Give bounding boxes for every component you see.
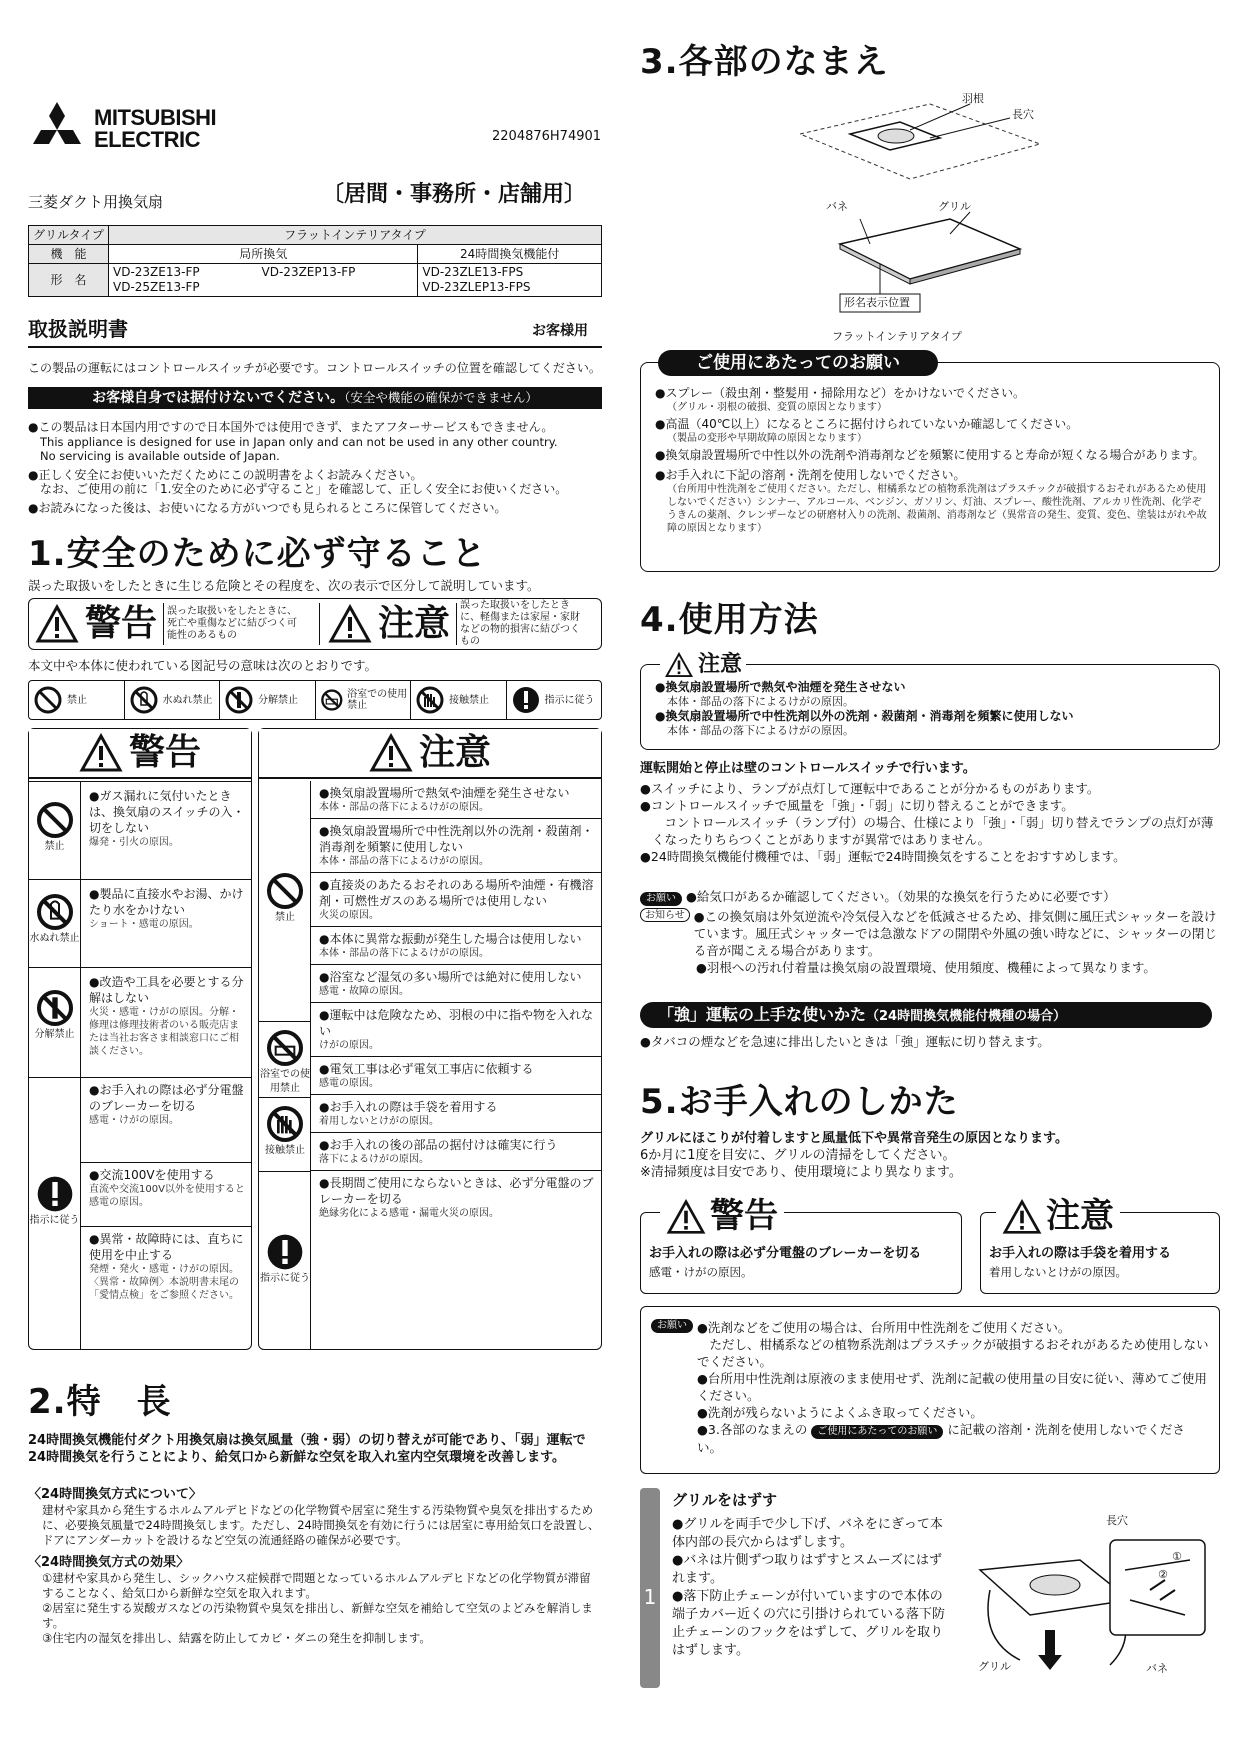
strong-mode-bar: 「強」運転の上手な使いかた（24時間換気機能付機種の場合）	[640, 1002, 1212, 1028]
warning-row-group: 指示に従う ●お手入れの際は必ず分電盤のブレーカーを切る 感電・けがの原因。 ●交流100Vを使用する 直流や交流100V以外を使用すると感電の原因。 ●異常・故障時には、直ちに使用を中止する 発煙・発火・感電・けがの原因。〈異常・故障例〉本説明書末尾の「愛情点検」をご参照ください。	[29, 1077, 251, 1349]
request-item: ●スプレー（殺虫剤・整髪用・掃除用など）をかけないでください。	[655, 386, 1025, 400]
intro-text: この製品の運転にはコントロールスイッチが必要です。コントロールスイッチの位置を確認してください。	[28, 361, 601, 375]
section-2-sub2: 〈24時間換気方式の効果〉	[28, 1555, 190, 1570]
usage-item: ●スイッチにより、ランプが点灯して運転中であることが分かるものがあります。	[640, 781, 1100, 796]
prohibit-icon	[33, 685, 63, 715]
caution-triangle-icon	[328, 604, 372, 644]
fig-label-step1: ①	[1172, 1550, 1182, 1563]
notes-list	[28, 420, 602, 515]
section-2-sub1: 〈24時間換気方式について〉	[28, 1487, 202, 1502]
sec4-caution-label: 注意	[660, 650, 746, 680]
warning-panel-head: 警告	[29, 729, 251, 779]
manual-title: 取扱説明書	[28, 317, 128, 341]
caution-row: ●長期間ご使用にならないときは、必ず分電盤のブレーカーを切る 絶縁劣化による感電・漏電火災の原因。	[311, 1170, 601, 1224]
step-item: ●バネは片側ずつ取りはずすとスムーズにはずれます。	[672, 1553, 943, 1586]
caution-row: ●お手入れの後の部品の据付けは確実に行う 落下によるけがの原因。	[311, 1132, 601, 1170]
caution-row: ●換気扇設置場所で中性洗剤以外の洗剤・殺菌剤・消毒剤を頻繁に使用しない 本体・部品の落下によるけがの原因。	[311, 818, 601, 872]
request-item: ●換気扇設置場所で中性以外の洗剤や消毒剤などを頻繁に使用すると寿命が短くなる場合があります。	[655, 448, 1205, 462]
no-water-icon	[35, 892, 75, 932]
spec-table	[28, 225, 602, 297]
note-item: ●この製品は日本国内用ですので日本国外では使用できず、またアフターサービスもできません。	[28, 420, 554, 434]
sec4-caution-box: ●換気扇設置場所で熱気や油煙を発生させない 本体・部品の落下によるけがの原因。 ●換気扇設置場所で中性洗剤以外の洗剤・殺菌剤・消毒剤を頻繁に使用しない 本体・部品の落下によるけがの原因。	[640, 664, 1220, 750]
warning-panel	[28, 728, 252, 1350]
prohibit-icon	[265, 871, 305, 911]
caution-row: ●運転中は危険なため、羽根の中に指や物を入れない けがの原因。	[311, 1002, 601, 1056]
request-badge: お願い	[640, 892, 682, 906]
section-1-title: 1.安全のために必ず守ること	[28, 534, 487, 574]
usage-requests-title: ご使用にあたってのお願い	[658, 350, 938, 376]
section-2-lead: 24時間換気機能付ダクト用換気扇は換気風量（強・弱）の切り替えが可能であり、「弱」運転で24時間換気を行うことにより、給気口から新鮮な空気を取入れ室内空気環境を改善します。	[28, 1433, 586, 1465]
caution-row: ●本体に異常な振動が発生した場合は使用しない 本体・部品の落下によるけがの原因。	[311, 926, 601, 964]
label-model-position: 形名表示位置	[844, 296, 910, 309]
grille-type-value: フラットインテリアタイプ	[109, 226, 602, 245]
document-number: 2204876H74901	[492, 129, 602, 144]
no-disassembly-icon	[35, 988, 75, 1028]
brand-logo	[28, 100, 216, 158]
sec5-warning-label: 警告	[660, 1194, 784, 1240]
usage-item: ●24時間換気機能付機種では、「弱」運転で24時間換気をすることをおすすめします。	[640, 849, 1126, 864]
no-touch-icon	[415, 685, 445, 715]
brand-name: MITSUBISHI ELECTRIC	[94, 105, 217, 152]
no-disassembly-icon	[224, 685, 254, 715]
function-local: 局所換気	[109, 245, 418, 264]
strong-mode-text: ●タバコの煙などを急速に排出したいときは「強」運転に切り替えます。	[640, 1034, 1050, 1049]
note-item: This appliance is designed for use in Japan only and can not be used in any other country.	[40, 434, 558, 449]
caution-panel-head: 注意	[259, 729, 601, 779]
instruction-icon	[35, 1174, 75, 1214]
note-item: ●正しく安全にお使いいただくためにこの説明書をよくお読みください。	[28, 467, 423, 482]
no-bathroom-icon	[320, 685, 344, 715]
prohibit-icon-cell: 禁止	[29, 782, 81, 879]
symbol-no-touch: 接触禁止	[411, 681, 507, 719]
symbol-intro: 本文中や本体に使われている図記号の意味は次のとおりです。	[28, 658, 378, 673]
request-item: ●高温（40℃以上）になるところに据付けられていないか確認してください。	[655, 417, 1079, 431]
sec5-caution-label: 注意	[996, 1194, 1120, 1240]
no-water-icon	[129, 685, 159, 715]
model-local-b: VD-23ZEP13-FP	[258, 264, 418, 297]
sec5-caution-box: お手入れの際は手袋を着用する 着用しないとけがの原因。	[980, 1212, 1220, 1294]
note-item: なお、ご使用の前に「1.安全のために必ず守ること」を確認して、正しく安全にお使いください。	[40, 482, 568, 496]
warning-row: 禁止 ●ガス漏れに気付いたときは、換気扇のスイッチの入・切をしない 爆発・引火の原因。	[29, 781, 251, 879]
effect-item: ③住宅内の湿気を排出し、結露を防止してカビ・ダニの発生を抑制します。	[42, 1631, 431, 1645]
instruction-icon	[265, 1232, 305, 1272]
caution-signal: 注意 誤った取扱いをしたときに、軽傷または家屋・家財などの物的損害に結びつくもの	[319, 603, 586, 645]
warning-triangle-icon	[35, 604, 79, 644]
parts-diagram	[780, 94, 1050, 344]
caution-row: ●お手入れの際は手袋を着用する 着用しないとけがの原因。	[311, 1094, 601, 1132]
symbol-prohibit: 禁止	[29, 681, 125, 719]
signal-word-box	[28, 598, 602, 650]
section-3-title: 3.各部のなまえ	[640, 42, 889, 82]
label-spring: バネ	[826, 200, 848, 213]
label-blade: 羽根	[962, 92, 984, 105]
model-label: 形 名	[29, 264, 109, 297]
model-local-c: VD-25ZE13-FP	[113, 280, 200, 295]
symbol-no-bathroom: 浴室での使用禁止	[316, 681, 412, 719]
step-title: グリルをはずす	[672, 1491, 778, 1509]
caution-row: ●浴室など湿気の多い場所では絶対に使用しない 感電・故障の原因。	[311, 964, 601, 1002]
customer-label: お客様用	[532, 323, 588, 339]
step-item: ●グリルを両手で少し下げ、バネをにぎって本体内部の長穴からはずします。	[672, 1517, 943, 1550]
divider	[28, 346, 602, 348]
instruction-icon	[511, 685, 541, 715]
caution-item: ●換気扇設置場所で中性洗剤以外の洗剤・殺菌剤・消毒剤を頻繁に使用しない	[655, 709, 1074, 723]
note-item: ●お読みになった後は、お使いになる方がいつでも見られるところに保管してください。	[28, 500, 507, 515]
warning-row: 水ぬれ禁止 ●製品に直接水やお湯、かけたり水をかけない ショート・感電の原因。	[29, 879, 251, 967]
step-items	[672, 1516, 952, 1660]
caution-row: ●換気扇設置場所で熱気や油煙を発生させない 本体・部品の落下によるけがの原因。	[319, 786, 570, 813]
fig-label-spring: バネ	[1146, 1662, 1168, 1675]
function-24h: 24時間換気機能付	[418, 245, 602, 264]
symbol-follow-instructions: 指示に従う	[507, 681, 602, 719]
usage-category: 〔居間・事務所・店舗用〕	[322, 182, 587, 207]
sec4-notices: お願い ●給気口があるか確認してください。（効果的な換気を行うために必要です） お知らせ ●この換気扇は外気逆流や冷気侵入などを低減させるため、排気側に風圧式シャッターを設けています。風圧式シャッターでは急激なドアの開閉や外風の強い時などに、シャッターの閉じる音が聞こえる場合があります。 ●羽根への汚れ付着量は換気扇の設置環境、使用頻度、機種によって異なります。	[640, 888, 1220, 976]
model-24h-b: VD-23ZLEP13-FPS	[422, 280, 531, 295]
section-2-sub1-text: 建材や家具から発生するホルムアルデヒドなどの化学物質や居室に発生する汚染物質や臭気を排出するために、必要換気風量で24時間換気します。ただし、24時間換気を有効に行うには居室に専用給気口を設置し、ドアにアンダーカットを設けるなど空気の流通経路の確保が必要です。	[42, 1503, 600, 1547]
no-install-bar: お客様自身では据付けないでください。（安全や機能の確保ができません）	[28, 387, 602, 409]
warning-triangle-icon	[666, 1199, 706, 1235]
caution-triangle-icon	[664, 652, 694, 678]
request-item: ●お手入れに下記の溶剤・洗剤を使用しないでください。	[655, 468, 966, 482]
step-tab: 1	[640, 1488, 660, 1688]
label-slot: 長穴	[1012, 108, 1034, 121]
effect-item: ②居室に発生する炭酸ガスなどの汚染物質や臭気を排出し、新鮮な空気を補給して空気のよどみを解消します。	[42, 1601, 593, 1630]
prohibit-icon	[35, 800, 75, 840]
sec5-warning-box: お手入れの際は必ず分電盤のブレーカーを切る 感電・けがの原因。	[640, 1212, 962, 1294]
label-grille-type: フラットインテリアタイプ	[832, 330, 962, 343]
caution-rows	[311, 781, 601, 1224]
model-local-a: VD-23ZE13-FP	[113, 265, 200, 280]
step-item: ●落下防止チェーンが付いていますので本体の端子カバー近くの穴に引掛けられている落下防止チェーンのフックをはずして、グリルを取りはずします。	[672, 1589, 946, 1658]
section-1-subtitle: 誤った取扱いをしたときに生じる危険とその程度を、次の表示で区分して説明しています。	[28, 578, 540, 593]
usage-requests-box: ●スプレー（殺虫剤・整髪用・掃除用など）をかけないでください。 （グリル・羽根の破損、変質の原因となります） ●高温（40℃以上）になるところに据付けられていないか確認してください。 （製品の変形や早期故障の原因となります） ●換気扇設置場所で中性以外の洗剤や消毒剤などを頻繁に使用すると寿命が短くなる場合があります。 ●お手入れに下記の溶剤・洗剤を使用しないでください。 （台所用中性洗剤をご使用ください。ただし、柑橘系などの植物系洗剤はプラスチックが破損するおそれがあるため使用しないでください）シンナー、アルコール、ベンジン、ガソリン、灯油、スプレー、酸性洗剤、アルカリ性洗剤、化学ぞうきんの薬剤、クレンザーなどの研磨材入りの洗剤、殺菌剤、消毒剤など（異常音の発生、変質、変色、塗装はがれや故障の原因となります）	[640, 362, 1220, 572]
product-name: 三菱ダクト用換気扇	[28, 193, 164, 211]
no-touch-icon	[265, 1104, 305, 1144]
usage-item: ●コントロールスイッチで風量を「強」・「弱」に切り替えることができます。	[640, 798, 1074, 813]
note-item: No servicing is available outside of Japan.	[40, 449, 280, 463]
model-24h-a: VD-23ZLE13-FPS	[422, 265, 524, 280]
caution-item: ●換気扇設置場所で熱気や油煙を発生させない	[655, 680, 906, 694]
sec5-lead: グリルにほこりが付着しますと風量低下や異常音発生の原因となります。 6か月に1度を目安に、グリルの清掃をしてください。 ※清掃頻度は目安であり、使用環境により異なります。	[640, 1131, 1068, 1180]
request-badge: お願い	[651, 1319, 693, 1333]
effect-item: ①建材や家具から発生し、シックハウス症候群で問題となっているホルムアルデヒドなどの化学物質が滞留することなく、給気口から新鮮な空気を取入れます。	[42, 1571, 591, 1600]
warning-row: 分解禁止 ●改造や工具を必要とする分解はしない 火災・感電・けがの原因。分解・修理は修理技術者のいる販売店または当社お客さま相談窓口にご相談ください。	[29, 967, 251, 1077]
fig-label-step2: ②	[1158, 1568, 1168, 1581]
section-2-title: 2.特 長	[28, 1382, 172, 1422]
caution-triangle-icon	[369, 733, 413, 773]
mitsubishi-diamonds-icon	[28, 100, 86, 158]
section-5-title: 5.お手入れのしかた	[640, 1082, 959, 1122]
fig-label-slot: 長穴	[1106, 1514, 1128, 1527]
sec4-lead: 運転開始と停止は壁のコントロールスイッチで行います。	[640, 761, 976, 776]
caution-row: ●電気工事は必ず電気工事店に依頼する 感電の原因。	[311, 1056, 601, 1094]
sec4-items	[640, 780, 1220, 865]
section-2-effects	[42, 1571, 602, 1646]
sec5-request-box: お願い ●洗剤などをご使用の場合は、台所用中性洗剤をご使用ください。 ただし、柑橘系などの植物系洗剤はプラスチックが破損するおそれがあるため使用しないでください。 ●台所用中性洗剤は原液のまま使用せず、洗剤に記載の使用量の目安に従い、薄めてご使用ください。 ●洗剤が残らないようによくふき取ってください。 ●3.各部のなまえの ご使用にあたってのお願い に記載の溶剤・洗剤を使用しないでください。	[640, 1306, 1220, 1474]
label-grille: グリル	[938, 200, 971, 213]
info-badge: お知らせ	[640, 908, 690, 922]
usage-requests-ref: ご使用にあたってのお願い	[811, 1425, 943, 1439]
symbol-legend	[28, 680, 602, 720]
usage-item: コントロールスイッチ（ランプ付）の場合、仕様により「強」・「弱」切り替えでランプの点灯が薄くなったりちらつくことがありますが異常ではありません。	[652, 815, 1214, 847]
caution-panel	[258, 728, 602, 1350]
section-4-title: 4.使用方法	[640, 600, 819, 640]
caution-row: ●直接炎のあたるおそれのある場所や油煙・有機溶剤・可燃性ガスのある場所では使用しない 火災の原因。	[311, 872, 601, 926]
caution-icon-column: 禁止 浴室での使用禁止 接触禁止 指示に従う	[259, 781, 311, 1349]
function-label: 機 能	[29, 245, 109, 264]
symbol-no-water: 水ぬれ禁止	[125, 681, 221, 719]
grille-type-label: グリルタイプ	[29, 226, 109, 245]
fig-label-grille: グリル	[978, 1660, 1011, 1673]
warning-triangle-icon	[79, 733, 123, 773]
warning-signal: 警告 誤った取扱いをしたときに、死亡や重傷などに結びつく可能性のあるもの	[35, 603, 303, 645]
caution-triangle-icon	[1002, 1199, 1042, 1235]
symbol-no-disassembly: 分解禁止	[220, 681, 316, 719]
no-bathroom-icon	[265, 1028, 305, 1068]
